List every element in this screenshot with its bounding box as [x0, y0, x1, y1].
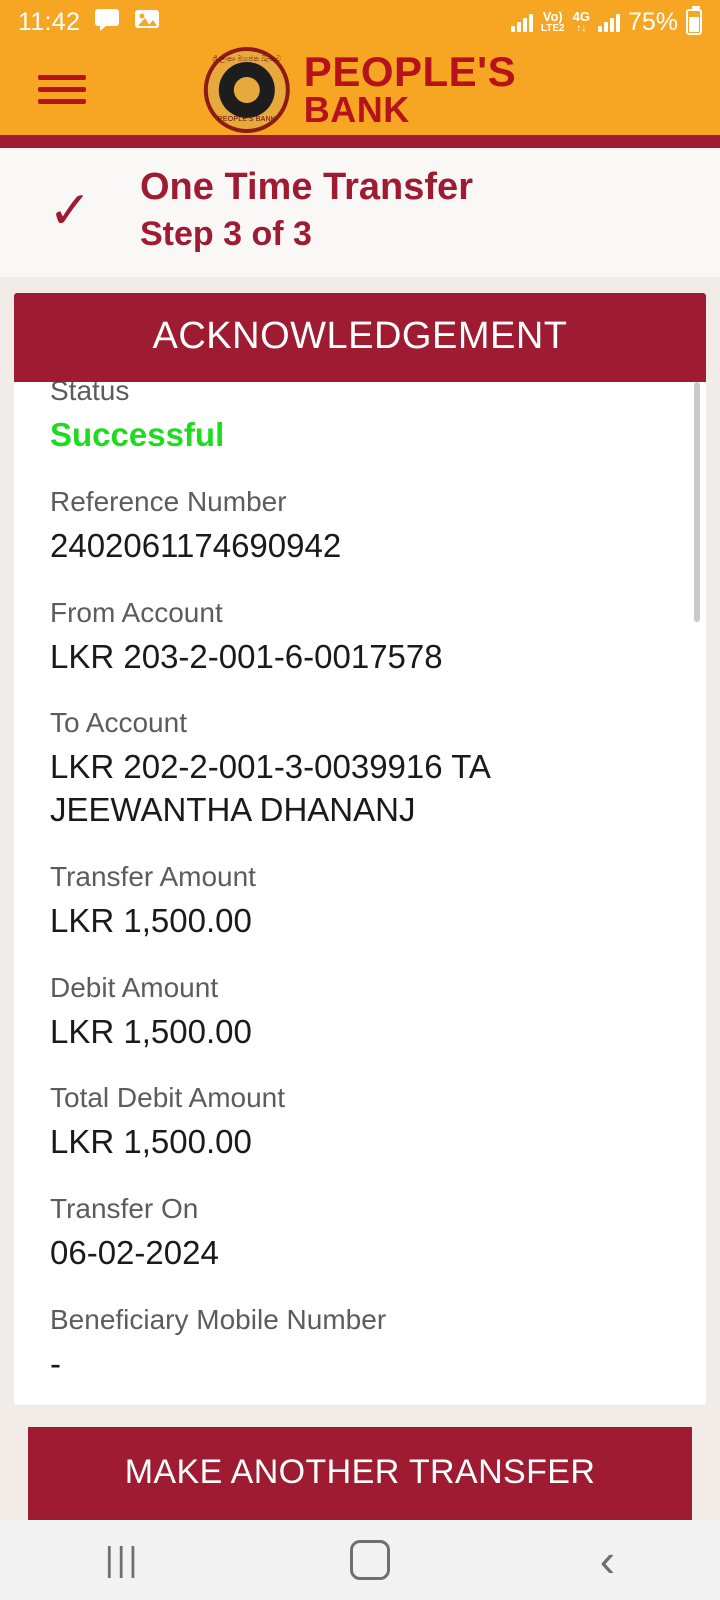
card-title: ACKNOWLEDGEMENT: [14, 293, 706, 382]
signal-bars-icon-2: [598, 12, 620, 32]
battery-percent-label: 75%: [627, 7, 678, 36]
field-beneficiary-mobile-number: [50, 1301, 670, 1386]
step-subtitle: Step 3 of 3: [140, 214, 312, 253]
volte-icon: Vo) LTE2: [540, 9, 565, 34]
image-icon: [134, 7, 160, 38]
hamburger-icon[interactable]: [38, 75, 108, 104]
status-badge: Successful: [50, 416, 225, 454]
details-scroll-area[interactable]: [14, 382, 706, 1405]
message-icon: [94, 7, 120, 38]
signal-bars-icon-1: [511, 12, 533, 32]
brand-logo: [204, 47, 516, 133]
step-text: [140, 164, 473, 257]
field-value: LKR 1,500.00: [50, 901, 252, 939]
field-value: 06-02-2024: [50, 1233, 219, 1271]
bank-seal-icon: [204, 47, 290, 133]
recents-icon[interactable]: |||: [104, 1541, 141, 1580]
vertical-scrollbar[interactable]: [694, 382, 700, 622]
field-value: 2402061174690942: [50, 526, 342, 564]
field-label: Debit Amount: [50, 971, 219, 1003]
brand-name: [303, 48, 517, 130]
field-value: -: [50, 1344, 61, 1382]
status-bar-left: [18, 7, 160, 38]
field-label: Status: [50, 382, 130, 407]
field-value: LKR 202-2-001-3-0039916 TA JEEWANTHA DHANANJ: [50, 748, 490, 829]
brand-line-2: BANK: [303, 88, 410, 130]
field-transfer-on: [50, 1190, 670, 1275]
field-label: Transfer On: [50, 1193, 199, 1225]
seal-bottom-text: PEOPLE'S BANK: [217, 115, 276, 123]
app-header: [0, 44, 720, 135]
field-to-account: [50, 704, 670, 832]
details-list: [50, 382, 670, 1405]
seal-top-text: ශ්‍රී ලංකා මහජන බැංකුව: [212, 55, 282, 63]
field-label: Transfer Amount: [50, 861, 256, 893]
page-title: One Time Transfer: [140, 166, 473, 209]
check-icon: ✓: [48, 181, 92, 240]
field-label: Beneficiary Mobile Number: [50, 1303, 387, 1335]
network-type-label: 4G ↑↓: [572, 9, 590, 34]
field-transfer-amount: [50, 858, 670, 943]
make-another-transfer-button[interactable]: MAKE ANOTHER TRANSFER: [28, 1427, 692, 1520]
field-value: LKR 1,500.00: [50, 1012, 252, 1050]
header-divider: [0, 135, 720, 148]
back-icon[interactable]: ‹: [599, 1534, 616, 1587]
field-label: Reference Number: [50, 486, 287, 518]
field-label: From Account: [50, 596, 223, 628]
battery-icon: [686, 9, 702, 35]
field-total-debit-amount: [50, 1079, 670, 1164]
field-status: [50, 382, 670, 457]
field-reference-number: [50, 483, 670, 568]
status-time: 11:42: [18, 7, 81, 36]
status-bar-right: [511, 8, 702, 37]
acknowledgement-card: [14, 293, 706, 1405]
field-from-account: [50, 594, 670, 679]
main-content: [0, 277, 720, 1520]
brand-line-1: PEOPLE'S: [303, 48, 517, 96]
field-label: Total Debit Amount: [50, 1082, 286, 1114]
field-label: To Account: [50, 707, 187, 739]
system-nav-bar: [0, 1520, 720, 1600]
home-icon[interactable]: [350, 1540, 390, 1580]
step-header: [0, 148, 720, 277]
status-bar: [0, 0, 720, 44]
field-debit-amount: [50, 969, 670, 1054]
field-value: LKR 1,500.00: [50, 1123, 252, 1161]
field-value: LKR 203-2-001-6-0017578: [50, 637, 443, 675]
